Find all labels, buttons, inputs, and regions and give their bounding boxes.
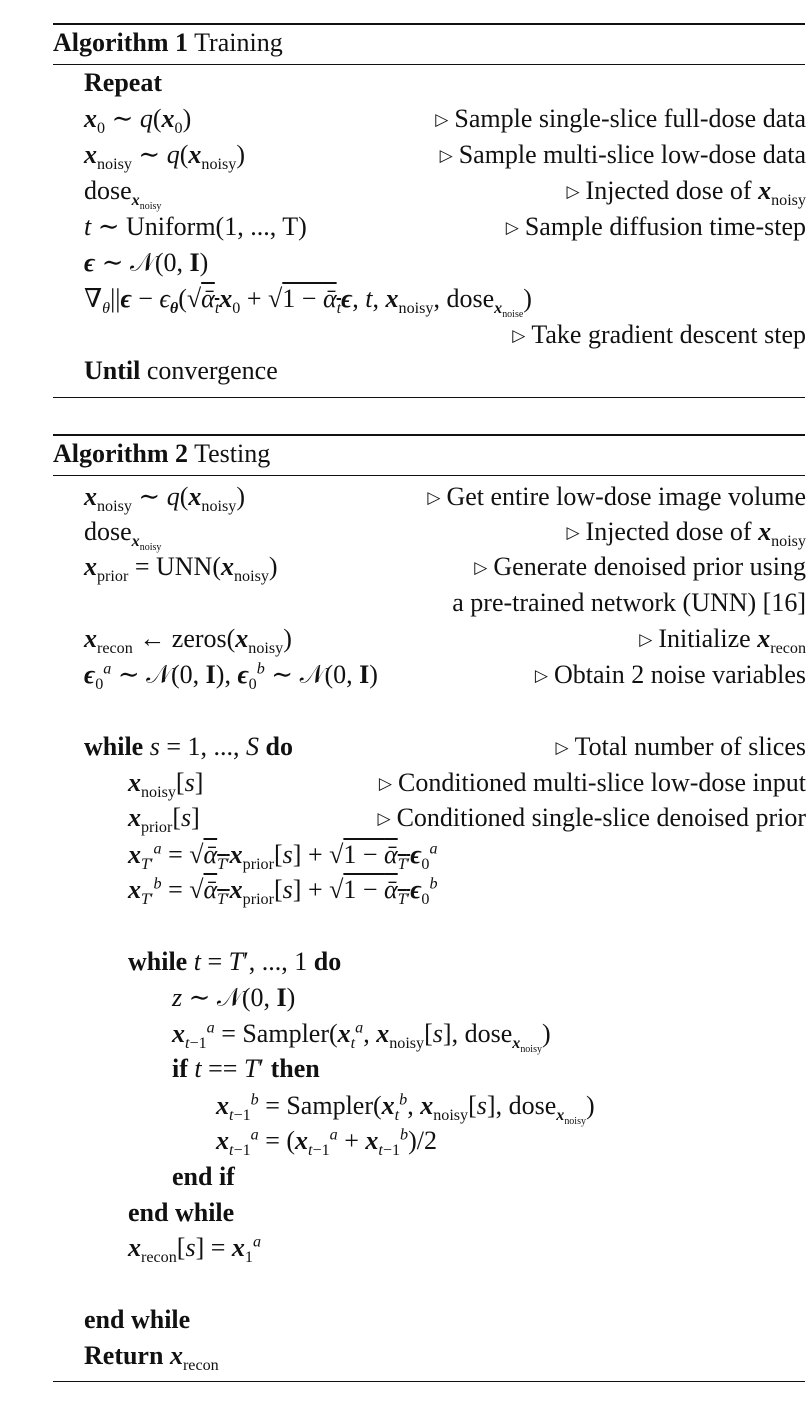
return-keyword: Return <box>84 1341 164 1370</box>
caption-rule <box>53 64 805 65</box>
math-expression: dose$_{x_{noisy}}$ <box>84 176 162 213</box>
line-comment: ▷ Sample single-slice full-dose data <box>435 104 806 133</box>
comment-triangle-icon: ▷ <box>555 738 569 757</box>
math-expression: while t = T′, ..., 1 do <box>128 947 342 976</box>
caption-rule <box>53 475 805 476</box>
top-rule <box>53 23 805 25</box>
math-expression: dose$_{x_{noisy}}$ <box>84 517 162 554</box>
line-comment: ▷ Initialize $x_{recon}$ <box>639 624 806 658</box>
while-t-line <box>0 945 806 979</box>
comment-triangle-icon: ▷ <box>439 146 453 165</box>
math-expression: if t == T′ then <box>172 1054 320 1083</box>
algo1-line-6 <box>0 282 806 321</box>
comment-triangle-icon: ▷ <box>505 218 519 237</box>
math-expression: $x_{noisy}$ ∼ $q(x_{noisy})$ <box>84 482 245 516</box>
math-expression: $x_{T'}^b$ = $√ᾱ_{T'}x_{prior}[s] + √1$ − $ᾱ_{T'}\epsilon_0^b$ <box>128 875 438 909</box>
algorithm-title: Testing <box>194 439 271 468</box>
top-rule <box>53 434 805 436</box>
algo2-line-8 <box>0 766 806 800</box>
math-expression: $x_{T'}^a$ = $√ᾱ_{T'}x_{prior}[s] + √1$ − $ᾱ_{T'}\epsilon_0^a$ <box>128 840 438 874</box>
algo2-line-16 <box>0 1089 806 1128</box>
algo1-line-7 <box>0 318 806 352</box>
comment-triangle-icon: ▷ <box>377 809 391 828</box>
algo2-line-14 <box>0 1017 806 1056</box>
bottom-rule <box>53 397 805 398</box>
until-line: Until convergence <box>84 356 278 385</box>
comment-triangle-icon: ▷ <box>566 523 580 542</box>
algo2-line-1 <box>0 480 806 514</box>
math-expression: $x_{prior} = UNN(x_{noisy})$ <box>84 552 278 586</box>
algo2-line-2 <box>0 515 806 554</box>
algorithm-title: Training <box>194 28 283 57</box>
math-expression: $\epsilon_0^a$ ∼ 𝒩(0, I), $\epsilon_0^b$ ∼ 𝒩(0, I) <box>84 660 378 694</box>
end-if-line: end if <box>172 1162 235 1191</box>
algo1-line-4 <box>0 210 806 244</box>
comment-triangle-icon: ▷ <box>435 110 449 129</box>
algo1-line-1 <box>0 102 806 136</box>
math-expression: $x_{t-1}^a = (x_{t-1}^a + x_{t-1}^b)/2$ <box>216 1126 437 1160</box>
algorithm-label: Algorithm 2 <box>53 439 189 468</box>
algo2-line-9 <box>0 801 806 835</box>
algo2-line-11 <box>0 873 806 907</box>
bottom-rule <box>53 1381 805 1382</box>
math-expression: $x_{t-1}^a$ = $Sampler(x_t^a$, $x_{noisy}[s]$, dose$_{x_{noisy}}$) <box>172 1019 551 1056</box>
line-comment: ▷ Get entire low-dose image volume <box>427 482 806 511</box>
comment-triangle-icon: ▷ <box>427 488 441 507</box>
algo2-line-13 <box>0 981 806 1015</box>
comment-triangle-icon: ▷ <box>534 666 548 685</box>
comment-triangle-icon: ▷ <box>378 774 392 793</box>
algo2-line-5 <box>0 622 806 656</box>
algorithm-1-caption <box>53 26 283 60</box>
algo1-line-3 <box>0 174 806 213</box>
line-comment: ▷ Sample multi-slice low-dose data <box>439 140 806 169</box>
math-expression: $x_{recon}$ ← $zeros(x_{noisy})$ <box>84 624 292 658</box>
line-comment: ▷ Total number of slices <box>555 732 806 761</box>
algo2-line-4 <box>0 586 806 620</box>
line-comment: a pre-trained network (UNN) [16] <box>452 588 806 617</box>
repeat-line <box>0 66 806 100</box>
comment-triangle-icon: ▷ <box>639 630 653 649</box>
algorithm-label: Algorithm 1 <box>53 28 189 57</box>
algo1-line-5 <box>0 246 806 280</box>
math-expression: t ∼ Uniform(1, ..., T) <box>84 212 307 241</box>
math-expression: $\nabla_\theta||\epsilon$ − $\epsilon_\theta(√ᾱ_tx_0 + √1$ − ᾱ$_t$ϵ, t, $x_{noisy}$, dose$_{x_{noise}}$) <box>84 284 532 321</box>
math-expression: $x_{recon}[s] = x_1^a$ <box>128 1233 262 1267</box>
algorithm-2-caption <box>53 437 270 471</box>
math-expression: while s = 1, ..., S do <box>84 732 293 761</box>
math-expression: $x_{prior}[s]$ <box>128 803 200 837</box>
line-comment: ▷ Conditioned multi-slice low-dose input <box>378 768 806 797</box>
line-comment: ▷ Obtain 2 noise variables <box>534 660 806 689</box>
algo2-line-6 <box>0 658 806 692</box>
end-while-outer-line: end while <box>84 1305 191 1334</box>
comment-triangle-icon: ▷ <box>512 326 526 345</box>
line-comment: ▷ Generate denoised prior using <box>474 552 806 581</box>
line-comment: ▷ Conditioned single-slice denoised prior <box>377 803 806 832</box>
comment-triangle-icon: ▷ <box>474 558 488 577</box>
math-expression: $x_{t-1}^b$ = $Sampler(x_t^b$, $x_{noisy}[s]$, dose$_{x_{noisy}}$) <box>216 1091 595 1128</box>
until-keyword: Until <box>84 356 141 385</box>
algo2-line-3 <box>0 550 806 584</box>
repeat-keyword: Repeat <box>84 68 162 97</box>
if-line <box>0 1052 806 1086</box>
math-expression: $x_0$ ∼ $q(x_0)$ <box>84 104 192 138</box>
line-comment: ▷ Take gradient descent step <box>512 320 806 349</box>
line-comment: ▷ Sample diffusion time-step <box>505 212 806 241</box>
line-comment: ▷ Injected dose of $x_{noisy}$ <box>566 176 806 210</box>
return-line: Return $x_{recon}$ <box>84 1341 219 1375</box>
algo2-line-10 <box>0 838 806 872</box>
end-while-inner-line: end while <box>128 1198 235 1227</box>
line-comment: ▷ Injected dose of $x_{noisy}$ <box>566 517 806 551</box>
math-expression: z ∼ 𝒩(0, I) <box>172 983 296 1012</box>
math-expression: ϵ ∼ 𝒩(0, I) <box>84 248 209 277</box>
while-s-line <box>0 730 806 764</box>
math-expression: $x_{noisy}[s]$ <box>128 768 204 802</box>
algo2-line-20 <box>0 1231 806 1265</box>
algo1-line-2 <box>0 138 806 172</box>
math-expression: $x_{noisy}$ ∼ $q(x_{noisy})$ <box>84 140 245 174</box>
algo2-line-17 <box>0 1124 806 1158</box>
comment-triangle-icon: ▷ <box>566 182 580 201</box>
